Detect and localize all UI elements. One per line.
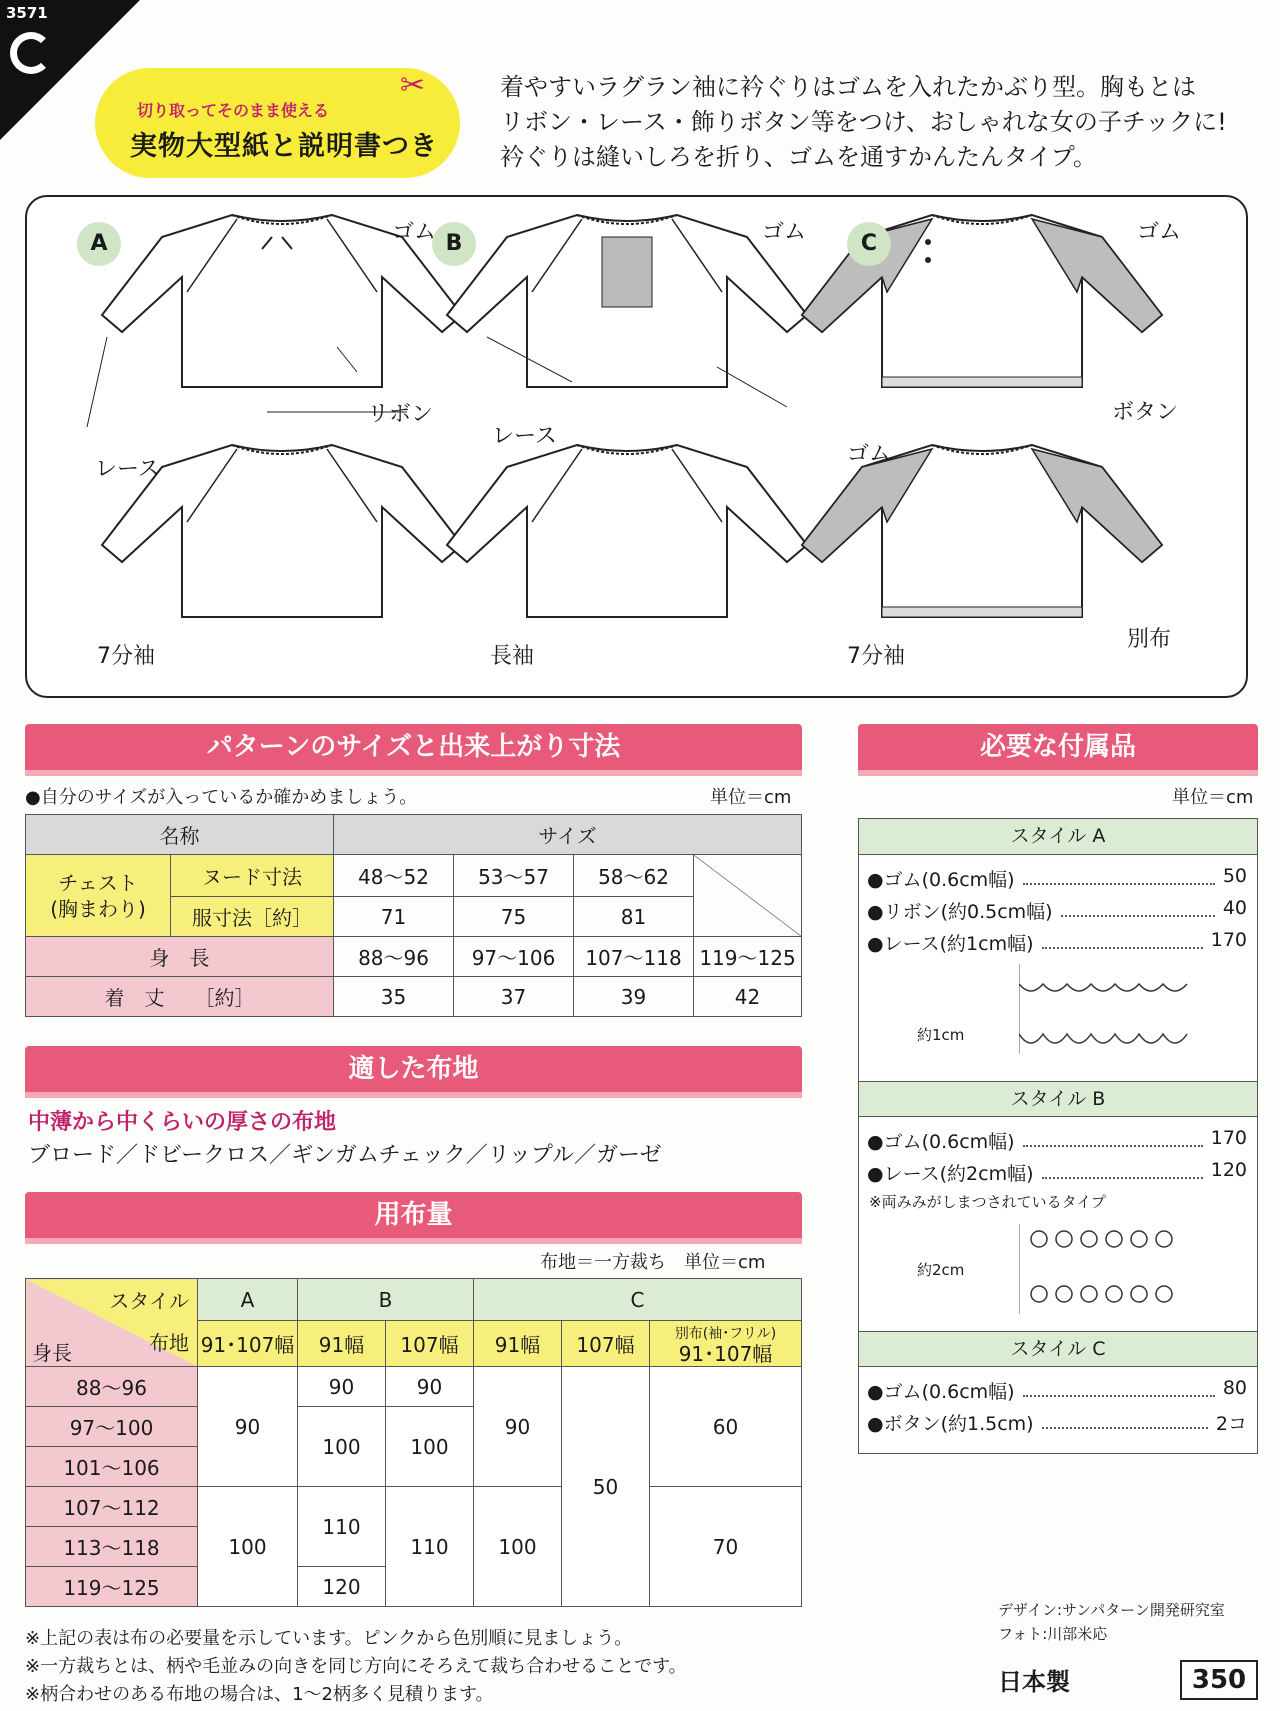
row-label: 88〜96 bbox=[26, 1367, 198, 1407]
acc-item: ●レース(約1cm幅) 170 bbox=[867, 929, 1247, 955]
yardage-table bbox=[25, 1278, 802, 1607]
fuku-label: 服寸法［約］ bbox=[171, 897, 334, 937]
lace-1cm-icon bbox=[1019, 964, 1219, 1064]
size-cell: 97〜106 bbox=[454, 937, 574, 977]
width-c91: 91幅 bbox=[474, 1321, 562, 1367]
size-unit: 単位＝cm bbox=[710, 787, 792, 808]
val-c2: 100 bbox=[474, 1487, 562, 1607]
style-c-header: スタイル C bbox=[859, 1331, 1257, 1367]
col-b: B bbox=[298, 1279, 474, 1321]
size-cell: 35 bbox=[334, 977, 454, 1017]
lace-b-note: ※両みみがしまつされているタイプ bbox=[869, 1193, 1106, 1211]
pattern-code: 3571 bbox=[6, 4, 48, 22]
illustration-box bbox=[25, 195, 1248, 698]
label-nanabu-a: 7分袖 bbox=[97, 644, 155, 669]
acc-item: ●ゴム(0.6cm幅) 170 bbox=[867, 1127, 1247, 1153]
col-c: C bbox=[474, 1279, 802, 1321]
promo-big: 実物大型紙と説明書つき bbox=[130, 131, 438, 162]
val-cb1: 60 bbox=[650, 1367, 802, 1487]
val-c1: 90 bbox=[474, 1367, 562, 1487]
fabric-list: ブロード／ドビークロス／ギンガムチェック／リップル／ガーゼ bbox=[28, 1143, 662, 1168]
val-c107: 50 bbox=[562, 1367, 650, 1607]
promo-small: 切り取ってそのまま使える bbox=[137, 101, 330, 120]
nude-label: ヌード寸法 bbox=[171, 855, 334, 897]
val-a2: 100 bbox=[198, 1487, 298, 1607]
kitake-label: 着 丈 ［約］ bbox=[26, 977, 334, 1017]
size-cell: 71 bbox=[334, 897, 454, 937]
acc-item: ●レース(約2cm幅) 120 bbox=[867, 1159, 1247, 1185]
label-gomu-b: ゴム bbox=[762, 220, 807, 245]
col-size: サイズ bbox=[334, 815, 802, 855]
label-button: ボタン bbox=[1112, 400, 1179, 425]
size-note: ●自分のサイズが入っているか確かめましょう。 bbox=[25, 787, 418, 808]
label-ribbon: リボン bbox=[367, 402, 434, 427]
chest-cell: チェスト (胸まわり) bbox=[26, 855, 171, 937]
val-b2: 100 bbox=[298, 1407, 386, 1487]
size-cell: 48〜52 bbox=[334, 855, 454, 897]
acc-item: ●ゴム(0.6cm幅) 50 bbox=[867, 865, 1247, 891]
size-cell: 42 bbox=[694, 977, 802, 1017]
label-a-badge: A bbox=[77, 222, 121, 266]
diag-cell bbox=[694, 855, 802, 937]
acc-item: ●ゴム(0.6cm幅) 80 bbox=[867, 1377, 1247, 1403]
fabric-sub: 中薄から中くらいの厚さの布地 bbox=[28, 1110, 337, 1135]
size-cell: 37 bbox=[454, 977, 574, 1017]
col-name: 名称 bbox=[26, 815, 334, 855]
size-cell: 58〜62 bbox=[574, 855, 694, 897]
accessories-section-header: 必要な付属品 bbox=[858, 724, 1258, 770]
label-gomu-a: ゴム bbox=[392, 220, 437, 245]
style-a-header: スタイル A bbox=[859, 819, 1257, 855]
width-a: 91･107幅 bbox=[198, 1321, 298, 1367]
row-label: 119〜125 bbox=[26, 1567, 198, 1607]
accessories-panel bbox=[858, 818, 1258, 1454]
size-cell: 107〜118 bbox=[574, 937, 694, 977]
label-betsu: 別布 bbox=[1127, 627, 1172, 652]
size-cell: 88〜96 bbox=[334, 937, 454, 977]
shincho-label: 身 長 bbox=[26, 937, 334, 977]
acc-unit: 単位＝cm bbox=[1172, 787, 1254, 808]
corner-cell: スタイル 布地 身長 bbox=[26, 1279, 198, 1367]
label-lace-a: レース bbox=[95, 457, 160, 482]
lace-2cm-icon bbox=[1019, 1219, 1219, 1319]
val-b107b: 100 bbox=[386, 1407, 474, 1487]
footnotes: ※上記の表は布の必要量を示しています。ピンクから色別順に見ましょう。 ※一方裁ちとは、柄や毛並みの向きを同じ方向にそろえて裁ち合わせることです。 ※柄合わせのある布地の場合は、1〜2柄多く見積ります。 bbox=[25, 1628, 687, 1705]
size-table bbox=[25, 814, 802, 1017]
size-cell: 75 bbox=[454, 897, 574, 937]
label-c-badge: C bbox=[847, 222, 891, 266]
scissors-icon: ✂ bbox=[400, 68, 426, 103]
label-nagasode: 長袖 bbox=[490, 644, 535, 669]
width-cbetsu: 別布(袖･フリル) 91･107幅 bbox=[650, 1321, 802, 1367]
intro-text: 着やすいラグラン袖に衿ぐりはゴムを入れたかぶり型。胸もとは リボン・レース・飾りボタン等をつけ、おしゃれな女の子チックに! 衿ぐりは縫いしろを折り、ゴムを通すかんたんタイプ。 bbox=[500, 73, 1227, 171]
val-cb2: 70 bbox=[650, 1487, 802, 1607]
size-cell: 81 bbox=[574, 897, 694, 937]
label-gomu-b2: ゴム bbox=[847, 442, 892, 467]
style-b-header: スタイル B bbox=[859, 1081, 1257, 1117]
label-lace-b: レース bbox=[492, 424, 557, 449]
row-label: 97〜100 bbox=[26, 1407, 198, 1447]
fabric-section-header: 適した布地 bbox=[25, 1046, 802, 1092]
row-label: 113〜118 bbox=[26, 1527, 198, 1567]
yardage-note: 布地＝一方裁ち 単位＝cm bbox=[540, 1252, 766, 1273]
yardage-section-header: 用布量 bbox=[25, 1192, 802, 1238]
val-b3: 110 bbox=[298, 1487, 386, 1567]
val-a1: 90 bbox=[198, 1367, 298, 1487]
size-cell: 53〜57 bbox=[454, 855, 574, 897]
size-cell: 119〜125 bbox=[694, 937, 802, 977]
lace-2cm-label: 約2cm bbox=[917, 1261, 965, 1279]
val-b107a: 90 bbox=[386, 1367, 474, 1407]
price-box: 350 bbox=[1180, 1660, 1258, 1700]
val-b107c: 110 bbox=[386, 1487, 474, 1607]
lace-1cm-label: 約1cm bbox=[917, 1026, 965, 1044]
val-b4: 120 bbox=[298, 1567, 386, 1607]
val-b1: 90 bbox=[298, 1367, 386, 1407]
label-gomu-c: ゴム bbox=[1137, 220, 1182, 245]
logo-icon bbox=[10, 32, 52, 74]
made-in-japan: 日本製 bbox=[998, 1668, 1070, 1696]
acc-item: ●リボン(約0.5cm幅) 40 bbox=[867, 897, 1247, 923]
label-b-badge: B bbox=[432, 222, 476, 266]
row-label: 101〜106 bbox=[26, 1447, 198, 1487]
credits: デザイン:サンパターン開発研究室 フォト:川部米応 bbox=[998, 1601, 1225, 1643]
size-section-header: パターンのサイズと出来上がり寸法 bbox=[25, 724, 802, 770]
garment-drawings bbox=[27, 197, 1250, 700]
row-label: 107〜112 bbox=[26, 1487, 198, 1527]
col-a: A bbox=[198, 1279, 298, 1321]
width-b107: 107幅 bbox=[386, 1321, 474, 1367]
width-c107: 107幅 bbox=[562, 1321, 650, 1367]
width-b91: 91幅 bbox=[298, 1321, 386, 1367]
acc-item: ●ボタン(約1.5cm) 2コ bbox=[867, 1409, 1247, 1436]
label-nanabu-c: 7分袖 bbox=[847, 644, 905, 669]
size-cell: 39 bbox=[574, 977, 694, 1017]
